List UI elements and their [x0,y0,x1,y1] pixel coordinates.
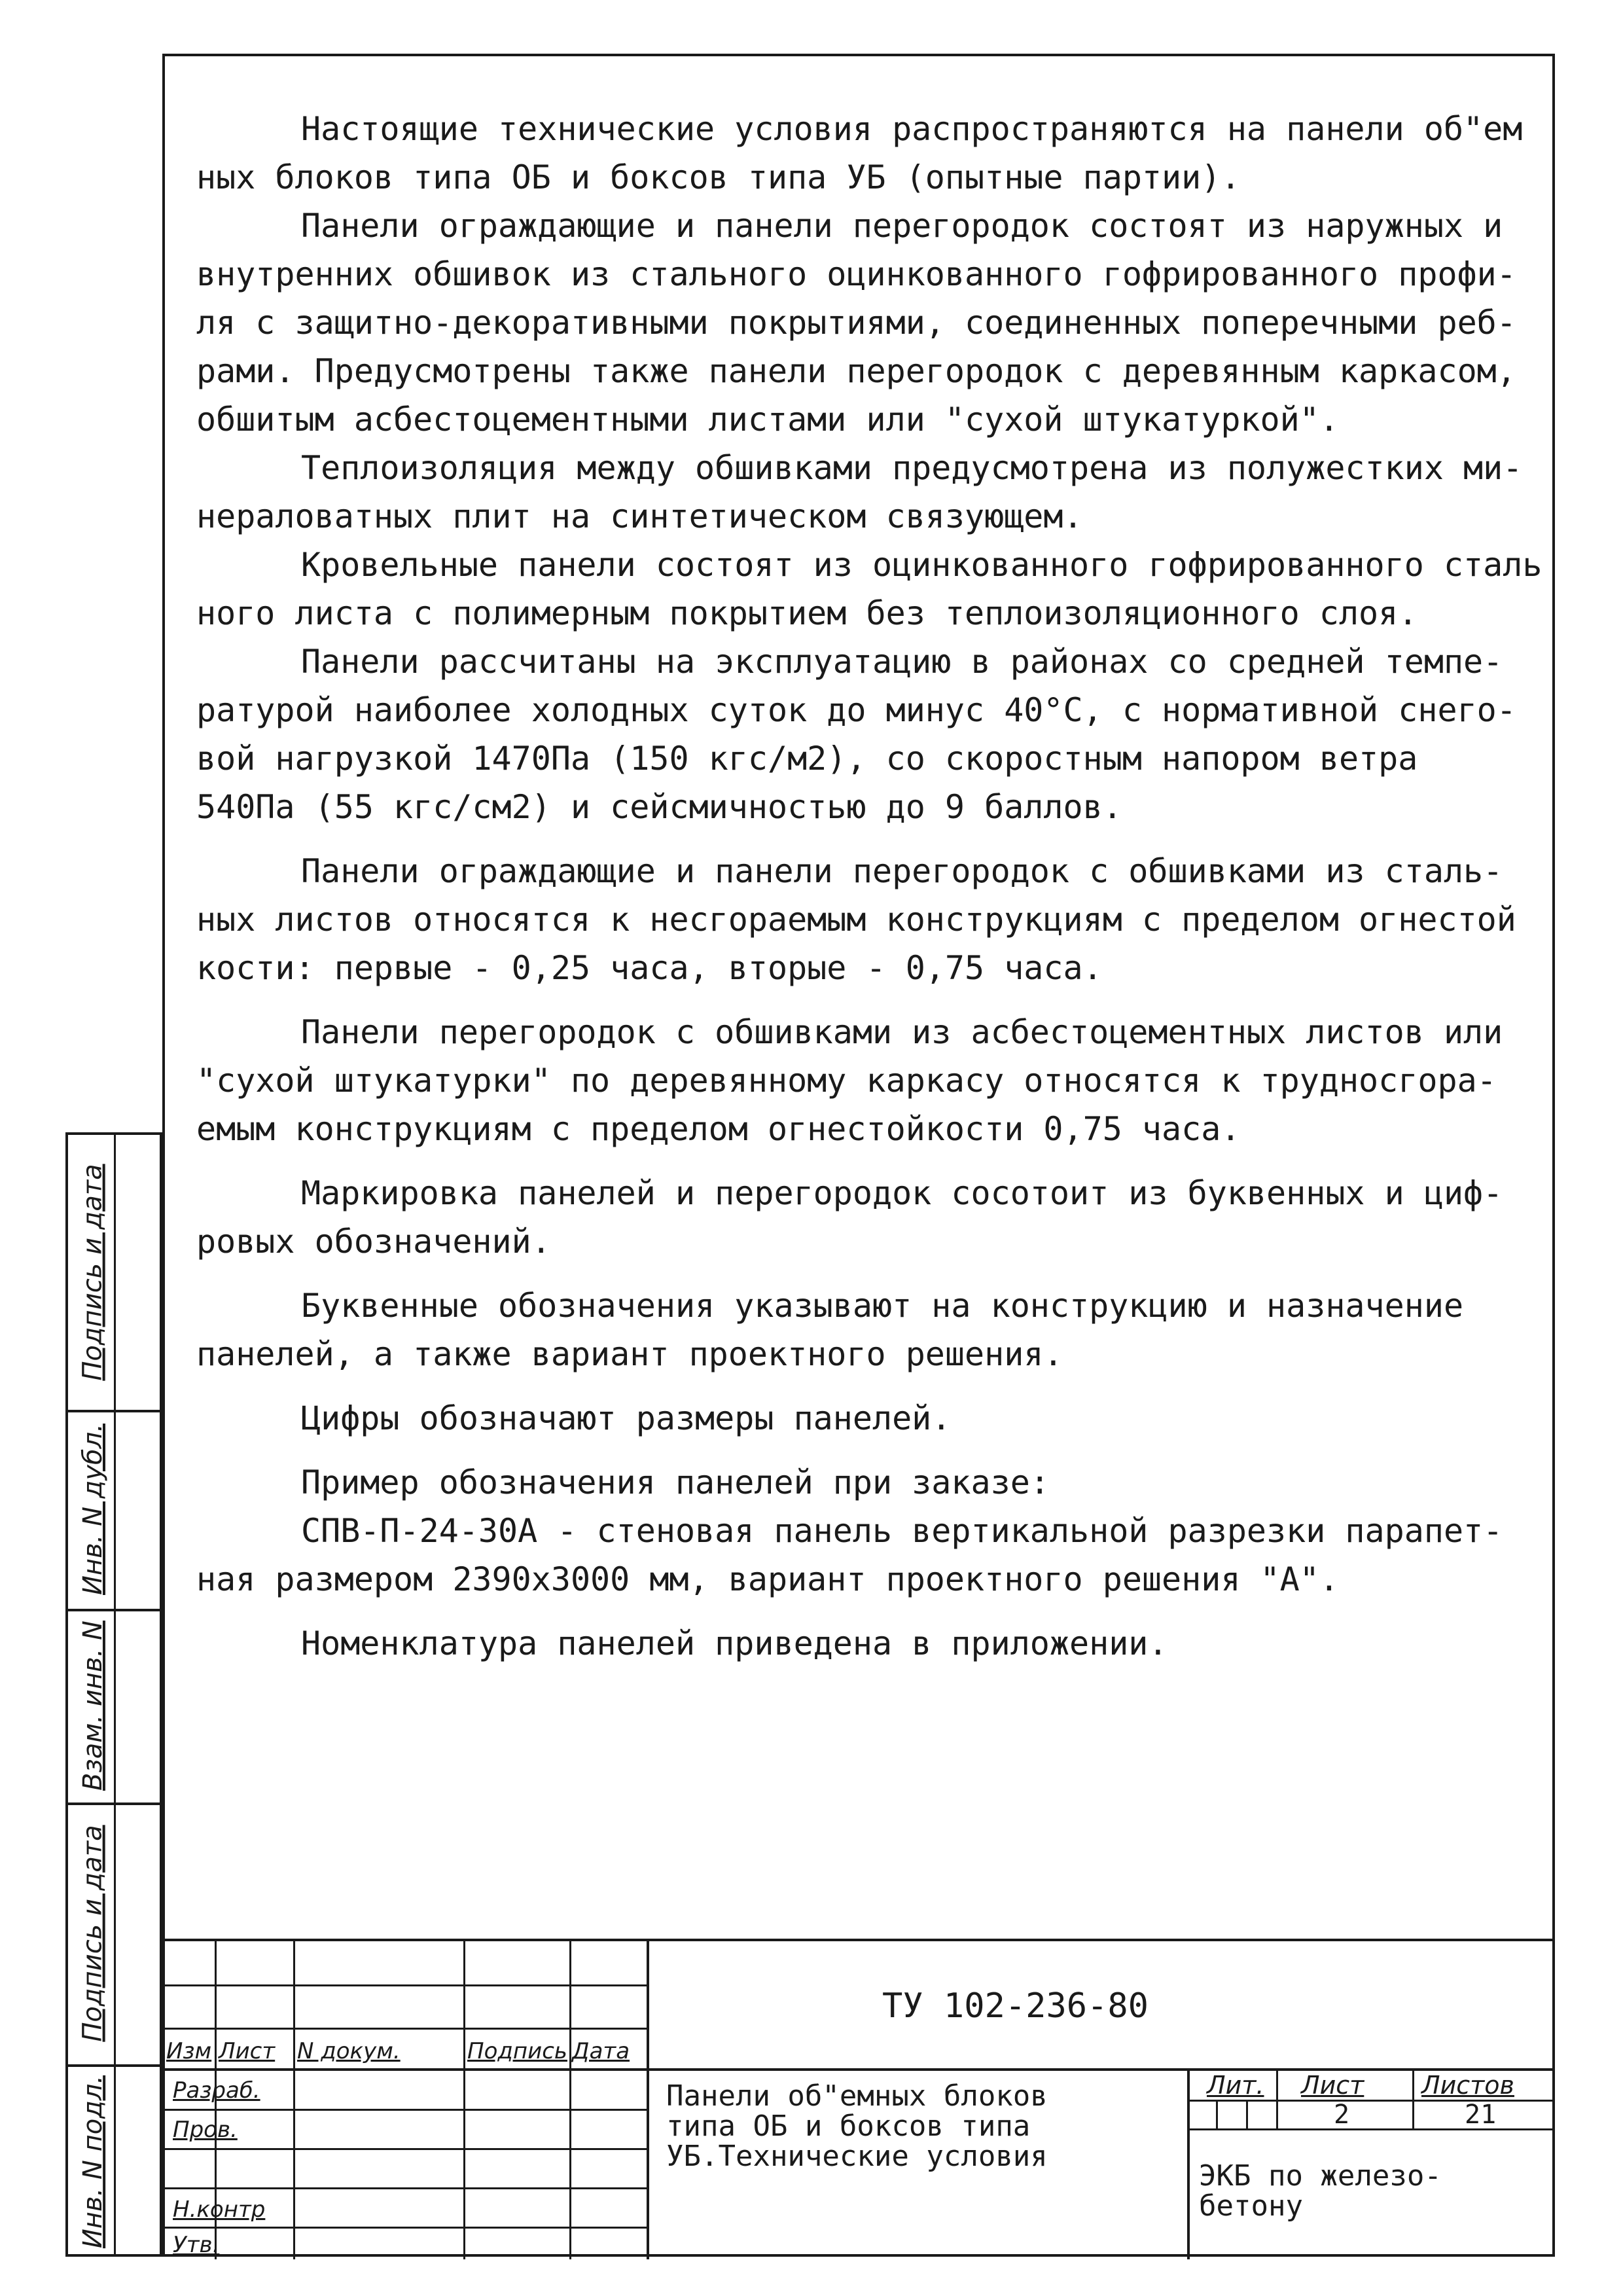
title-block [162,1939,1555,2257]
role-nkontr: Н.контр [173,2197,266,2223]
tb-line [162,2109,647,2111]
sheets-value: 21 [1465,2100,1497,2130]
header-ndokum: N докум. [297,2038,401,2064]
sheet-value: 2 [1334,2100,1350,2130]
text-line: нераловатных плит на синтетическом связующем. [196,497,1083,535]
text-line: обшитым асбестоцементными листами или "сухой штукатуркой". [196,401,1339,439]
text-line: Маркировка панелей и перегородок сосотоит из буквенных и циф- [301,1174,1503,1212]
tb-line [1412,2068,1414,2128]
header-list: Лист [219,2038,276,2064]
tb-line [293,1941,295,2259]
role-utv: Утв. [173,2232,220,2258]
tb-line [162,2028,647,2030]
doc-code: ТУ 102-236-80 [882,1986,1149,2026]
text-line: ратурой наиболее холодных суток до минус 40°С, с нормативной снего- [196,691,1516,729]
text-line: Номенклатура панелей приведена в приложении. [301,1624,1168,1662]
text-line: внутренних обшивок из стального оцинкованного гофрированного профи- [196,255,1516,293]
margin-strip [65,1132,162,2257]
margin-label-signature-date-2: Подпись и дата [78,1825,109,2042]
text-line: Теплоизоляция между обшивками предусмотрена из полужестких ми- [301,449,1523,487]
doc-title-line-2: типа ОБ и боксов типа [666,2109,1031,2143]
text-line: кости: первые - 0,25 часа, вторые - 0,75 часа. [196,949,1103,987]
tb-line [1276,2068,1278,2128]
doc-title-line-1: Панели об"емных блоков [666,2079,1048,2113]
tb-line [1187,2128,1555,2130]
margin-label-original-inv: Инв. N подл. [78,2075,108,2249]
tb-line [1216,2100,1218,2128]
text-line: Панели ограждающие и панели перегородок с обшивками из сталь- [301,852,1503,890]
document-body [196,105,1544,1668]
tb-line [162,1984,647,1986]
text-line: рами. Предусмотрены также панели перегородок с деревянным каркасом, [196,352,1516,390]
header-izm: Изм [166,2038,212,2064]
text-line: Буквенные обозначения указывают на конструкцию и назначение [301,1287,1464,1325]
text-line: ных блоков типа ОБ и боксов типа УБ (опытные партии). [196,158,1241,196]
text-line: Панели перегородок с обшивками из асбестоцементных листов или [301,1013,1503,1051]
text-line: Цифры обозначают размеры панелей. [301,1399,952,1437]
tb-line [1246,2100,1248,2128]
margin-label-signature-date: Подпись и дата [78,1164,109,1381]
text-line: ных листов относятся к несгораемым конструкциям с пределом огнестой [196,901,1516,939]
text-line: емым конструкциям с пределом огнестойкости 0,75 часа. [196,1110,1241,1148]
text-line: ля с защитно-декоративными покрытиями, соединенных поперечными реб- [196,304,1516,342]
role-razrab: Разраб. [173,2077,260,2104]
text-line: панелей, а также вариант проектного решения. [196,1335,1063,1373]
doc-title-line-3: УБ.Технические условия [666,2140,1048,2173]
tb-line [162,2187,647,2189]
tb-line [162,2227,647,2229]
role-prov: Пров. [173,2117,238,2143]
text-line: вой нагрузкой 1470Па (150 кгс/м2), со скоростным напором ветра [196,740,1418,778]
org-line-1: ЭКБ по железо- [1199,2159,1442,2193]
text-line: Панели рассчитаны на эксплуатацию в районах со средней темпе- [301,643,1503,681]
text-line: ная размером 2390х3000 мм, вариант проектного решения "А". [196,1560,1339,1598]
margin-label-replace-inv: Взам. инв. N [78,1621,108,1791]
text-line: Кровельные панели состоят из оцинкованного гофрированного сталь [301,546,1543,584]
tb-line [647,1941,649,2259]
text-line: СПВ-П-24-30А - стеновая панель вертикальной разрезки парапет- [301,1512,1503,1550]
text-line: Настоящие технические условия распространяются на панели об"ем [301,110,1523,148]
tb-line [1187,2100,1555,2102]
margin-column-divider [114,1135,116,2254]
text-line: Пример обозначения панелей при заказе: [301,1463,1050,1501]
tb-line [463,1941,465,2259]
sheets-label: Листов [1421,2071,1514,2100]
sheet-label: Лист [1301,2071,1364,2100]
text-line: ровых обозначений. [196,1223,551,1261]
text-line: Панели ограждающие и панели перегородок состоят из наружных и [301,207,1503,245]
text-line: ного листа с полимерным покрытием без теплоизоляционного слоя. [196,594,1418,632]
header-data: Дата [572,2038,630,2064]
margin-label-duplicate-inv: Инв. N дубл. [78,1424,108,1595]
lit-label: Лит. [1207,2071,1264,2100]
org-line-2: бетону [1199,2189,1303,2223]
tb-line [162,2148,647,2150]
text-line: "сухой штукатурки" по деревянному каркасу относятся к трудносгора- [196,1062,1497,1100]
text-line: 540Па (55 кгс/см2) и сейсмичностью до 9 баллов. [196,788,1122,826]
tb-line [1187,2068,1190,2259]
tb-line [569,1941,571,2259]
header-podpis: Подпись [467,2038,567,2064]
